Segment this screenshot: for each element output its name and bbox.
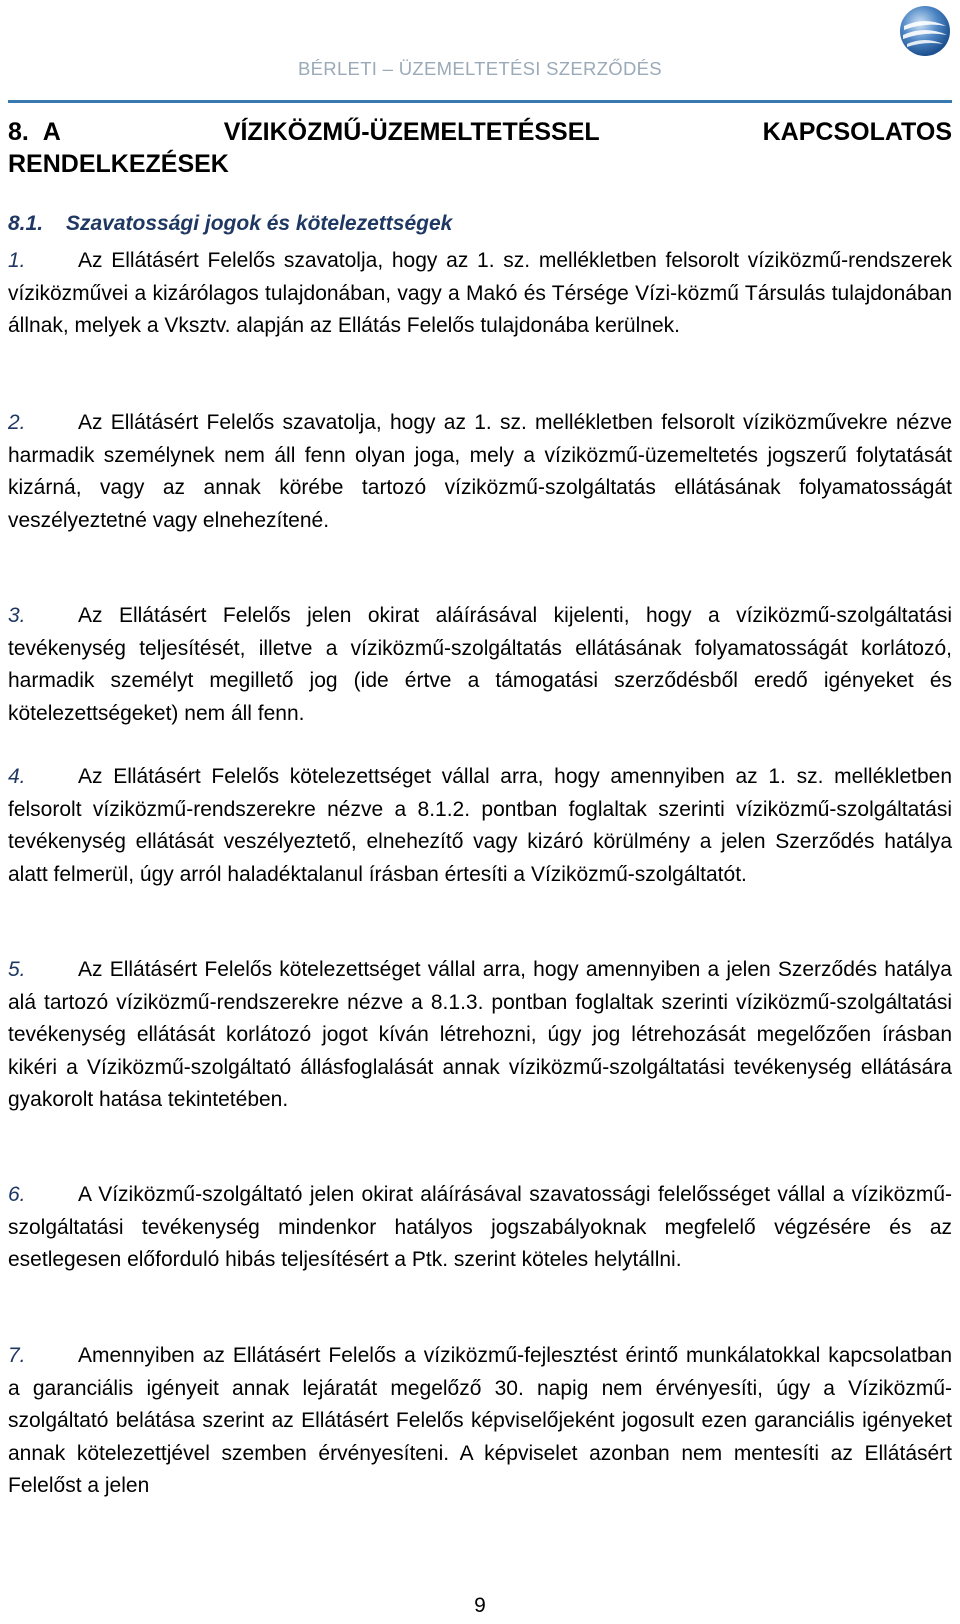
paragraph-number: 2. — [8, 411, 26, 434]
section-title-word-2: VÍZIKÖZMŰ-ÜZEMELTETÉSSEL — [223, 118, 600, 146]
paragraph — [8, 407, 952, 537]
paragraph-text: Az Ellátásért Felelős szavatolja, hogy az 1. sz. mellékletben felsorolt víziközművekre nézve harmadik személynek nem áll fenn olyan joga, mely a víziközmű-üzemeltetés jogszerű folytatását kizárná, vagy az annak körébe tartozó víziközmű-szolgáltatás ellátásának folyamatosságát veszélyeztetné vagy elnehezítené. — [8, 411, 952, 532]
paragraph-number: 5. — [8, 958, 26, 981]
paragraph-text: Az Ellátásért Felelős kötelezettséget vállal arra, hogy amennyiben a jelen Szerződés hatálya alá tartozó víziközmű-rendszerekre nézve a 8.1.3. pontban foglaltak szerinti víziközmű-szolgáltatási tevékenység ellátását korlátozó jogot kíván létrehozni, úgy jog létrehozását megelőzően írásban kikéri a Víziközmű-szolgáltató állásfoglalását annak víziközmű-szolgáltatási tevékenység ellátására gyakorolt hatása tekintetében. — [8, 958, 952, 1111]
subsection-number: 8.1. — [8, 212, 44, 235]
paragraph-number: 1. — [8, 249, 26, 272]
section-title-line-2: RENDELKEZÉSEK — [8, 150, 229, 178]
subsection-heading — [8, 212, 452, 236]
paragraph — [8, 245, 952, 343]
document-header-title: BÉRLETI – ÜZEMELTETÉSI SZERZŐDÉS — [298, 58, 662, 79]
section-title-word-3: KAPCSOLATOS — [762, 118, 952, 146]
paragraph-text: Az Ellátásért Felelős kötelezettséget vállal arra, hogy amennyiben az 1. sz. mellékletben felsorolt víziközmű-rendszerekre nézve a 8.1.2. pontban foglaltak szerinti víziközmű-szolgáltatási tevékenység ellátását veszélyeztető, elnehezítő vagy kizáró körülmény a jelen Szerződés hatálya alatt felmerül, úgy arról haladéktalanul írásban értesíti a Víziközmű-szolgáltatót. — [8, 765, 952, 886]
paragraph-number: 7. — [8, 1344, 26, 1367]
header-divider — [8, 100, 952, 103]
section-title-word-1: A — [42, 118, 61, 146]
paragraph — [8, 1179, 952, 1277]
page-number: 9 — [474, 1594, 486, 1617]
company-logo — [898, 4, 952, 58]
paragraph-number: 3. — [8, 604, 26, 627]
paragraph-text: Az Ellátásért Felelős szavatolja, hogy az 1. sz. mellékletben felsorolt víziközmű-rendszerek víziközművei a kizárólagos tulajdonában, vagy a Makó és Térsége Vízi-közmű Társulás tulajdonában állnak, melyek a Vksztv. alapján az Ellátás Felelős tulajdonába kerülnek. — [8, 249, 952, 337]
section-number: 8. — [8, 118, 29, 146]
paragraph-text: A Víziközmű-szolgáltató jelen okirat aláírásával szavatossági felelősséget vállal a víziközmű-szolgáltatási tevékenység mindenkor hatályos jogszabályoknak megfelelő végzésére és az esetlegesen előforduló hibás teljesítésért a Ptk. szerint köteles helytállni. — [8, 1183, 952, 1271]
paragraph — [8, 1340, 952, 1503]
section-heading — [8, 116, 952, 180]
subsection-title: Szavatossági jogok és kötelezettségek — [66, 212, 453, 235]
paragraph-number: 6. — [8, 1183, 26, 1206]
paragraph — [8, 954, 952, 1117]
paragraph-text: Az Ellátásért Felelős jelen okirat aláírásával kijelenti, hogy a víziközmű-szolgáltatási tevékenység teljesítését, illetve a víziközmű-szolgáltatás ellátásának folyamatosságát korlátozó, harmadik személyt megillető jog (ide értve a támogatási szerződésből eredő igényeket és kötelezettségeket) nem áll fenn. — [8, 604, 952, 725]
paragraph-text: Amennyiben az Ellátásért Felelős a víziközmű-fejlesztést érintő munkálatokkal kapcsolatban a garanciális igényeit annak lejáratát megelőző 30. napig nem érvényesíti, úgy a Víziközmű-szolgáltató belátása szerint az Ellátásért Felelős képviselőjeként jogosult ezen garanciális igényeket annak kötelezettjével szemben érvényesíteni. A képviselet azonban nem mentesíti az Ellátásért Felelőst a jelen — [8, 1344, 952, 1497]
paragraph — [8, 761, 952, 891]
paragraph — [8, 600, 952, 730]
paragraph-number: 4. — [8, 765, 26, 788]
